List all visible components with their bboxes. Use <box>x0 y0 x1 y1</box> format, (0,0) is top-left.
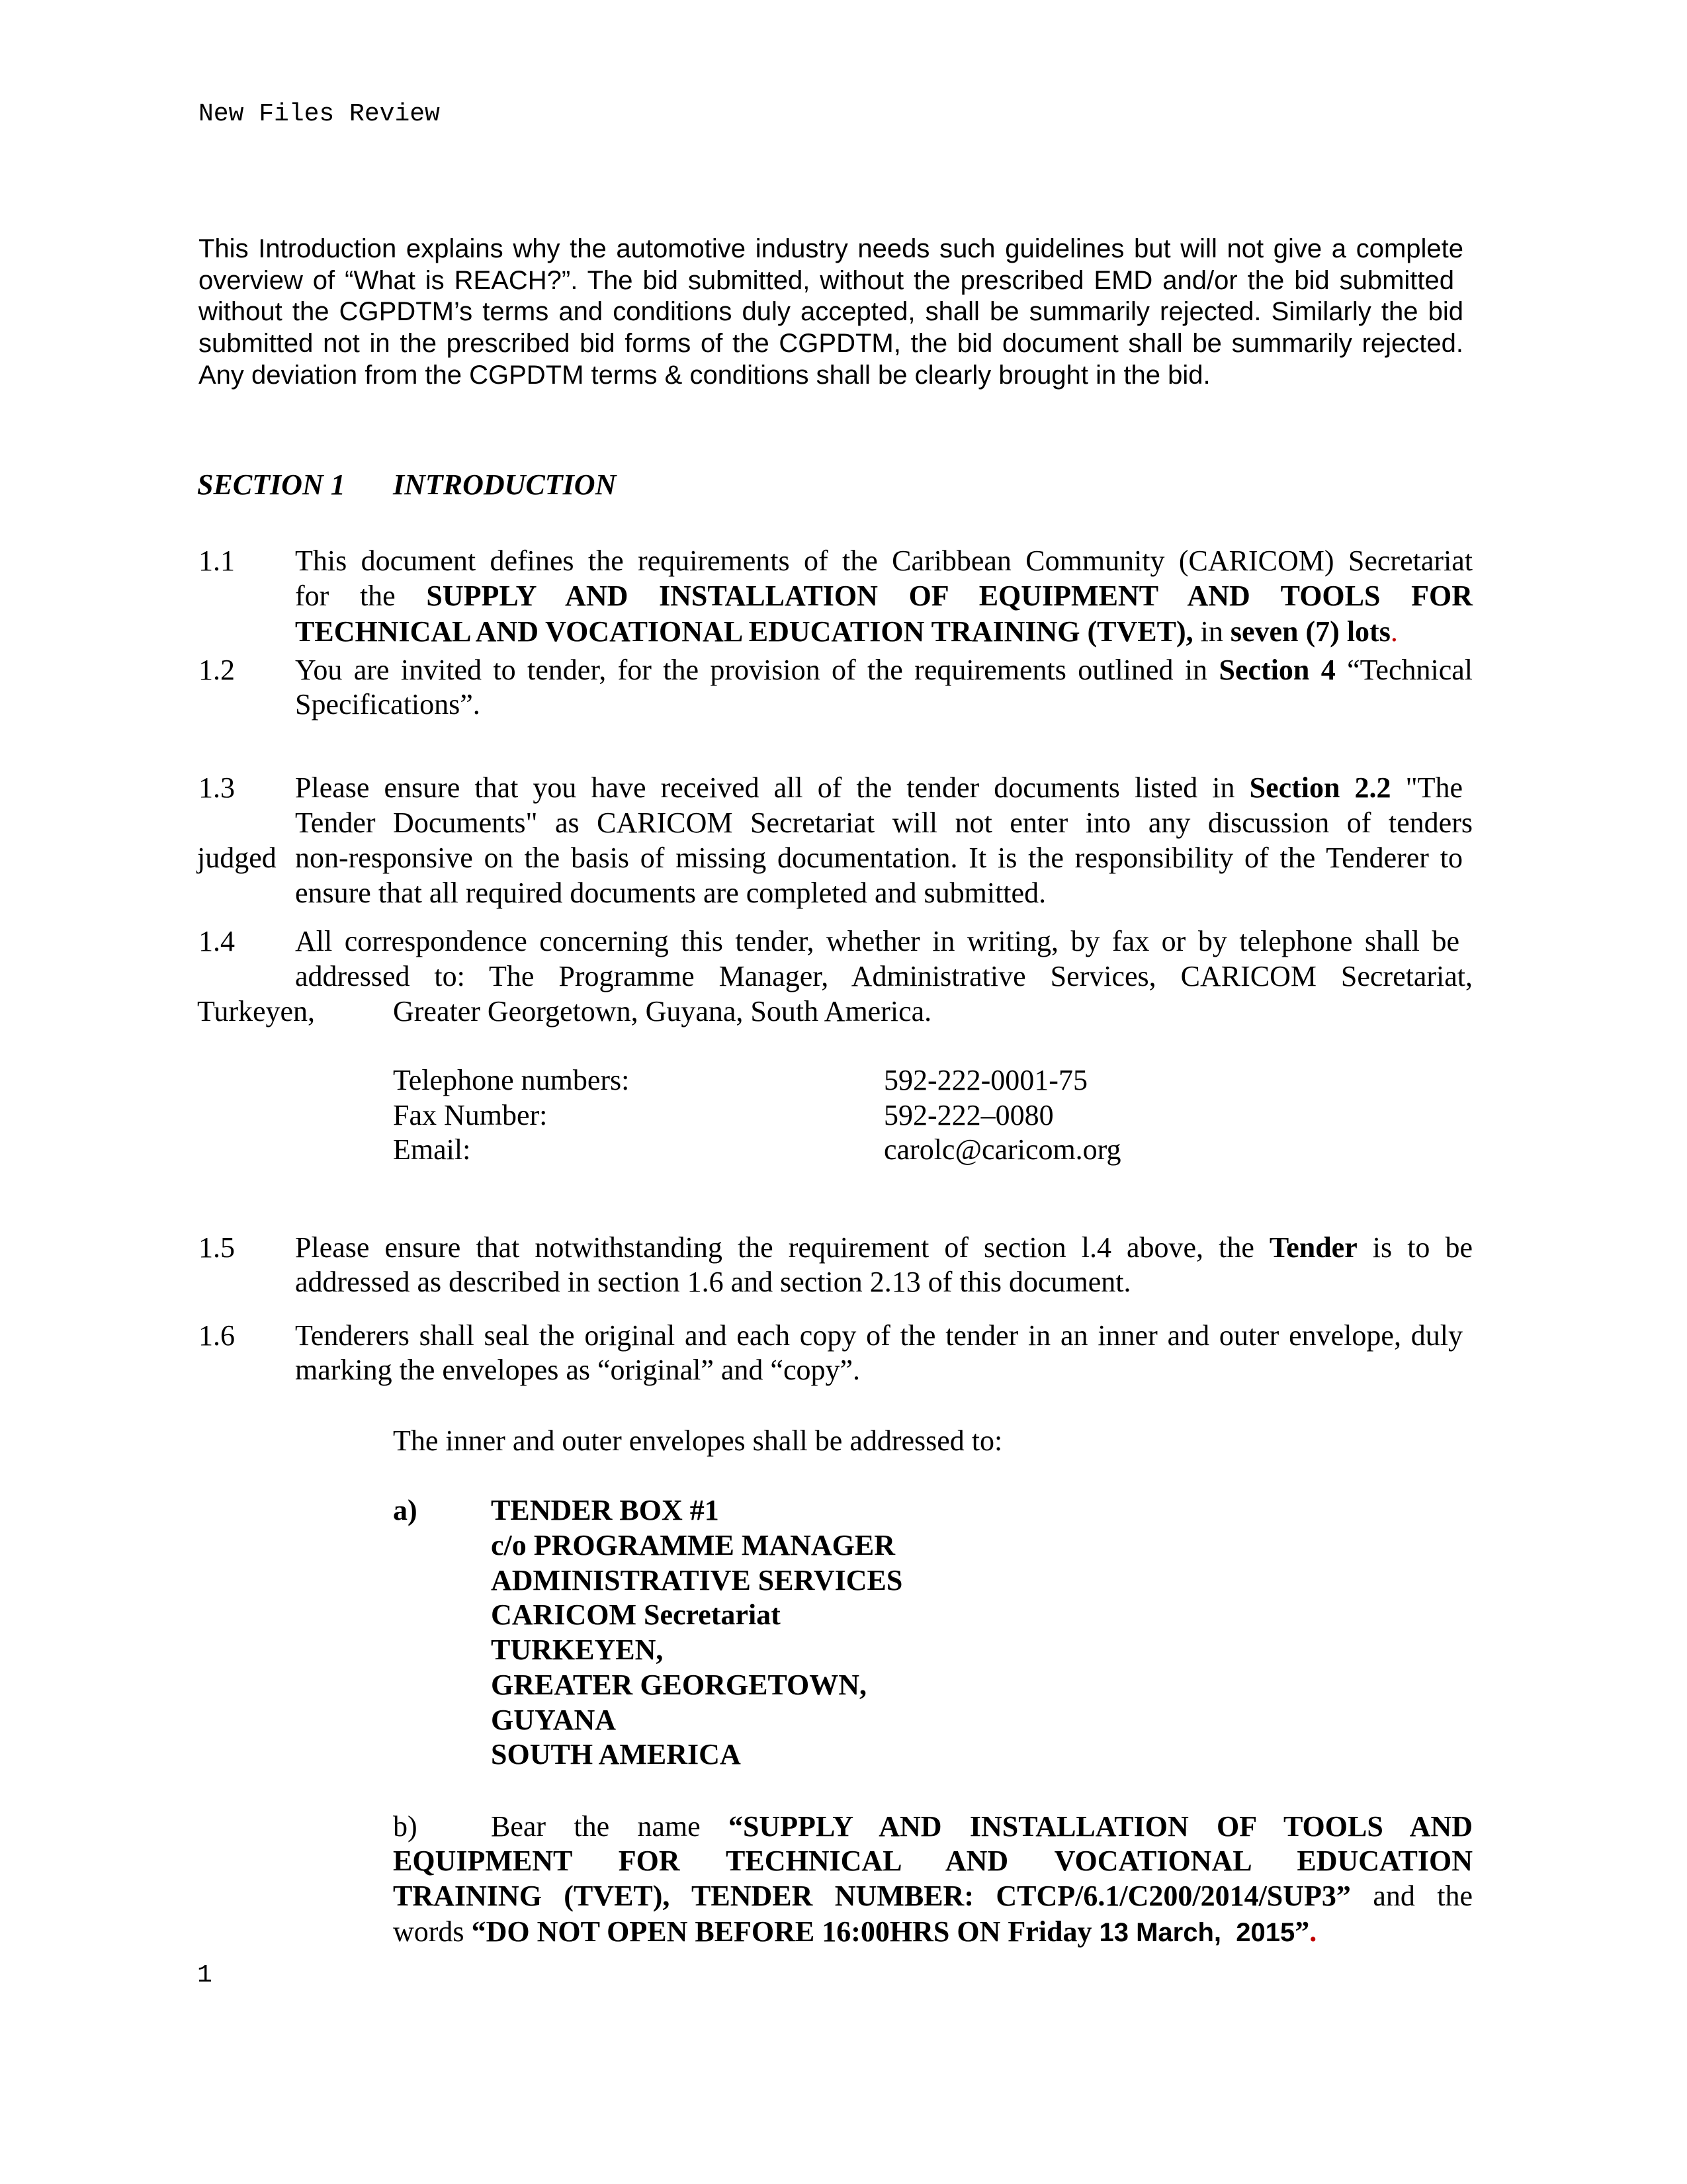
contact-value-email[interactable]: carolc@caricom.org <box>884 1133 1121 1166</box>
clause-line: This document defines the requirements of the Caribbean Community (CARICOM) Secretariat <box>295 545 1473 577</box>
address-line: GUYANA <box>491 1704 617 1736</box>
address-line: TURKEYEN, <box>491 1634 664 1666</box>
intro-line: This Introduction explains why the automotive industry needs such guidelines but will not give a complete <box>198 234 1463 263</box>
clause-number: 1.4 <box>198 925 235 957</box>
page-number: 1 <box>197 1961 212 1989</box>
clause-line: All correspondence concerning this tender, whether in writing, by fax or by telephone shall be <box>295 925 1459 957</box>
clause-line <box>295 1233 1473 1262</box>
clause-line-lead: Turkeyen, <box>197 995 316 1027</box>
item-text: and the <box>1373 1880 1473 1912</box>
contact-label-email: Email: <box>393 1133 471 1166</box>
clause-line: Greater Georgetown, Guyana, South America. <box>393 995 932 1027</box>
section-ref-bold: Section 4 <box>1219 654 1336 686</box>
address-line: ADMINISTRATIVE SERVICES <box>491 1564 903 1596</box>
tender-bold: Tender <box>1269 1231 1358 1264</box>
clause-line-lead: judged <box>197 842 277 874</box>
clause-text: Please ensure that you have received all of the tender documents listed in <box>295 771 1250 804</box>
page-header: New Files Review <box>198 100 440 128</box>
address-line: GREATER GEORGETOWN, <box>491 1669 867 1701</box>
clause-text: "The <box>1405 771 1463 804</box>
section-title: INTRODUCTION <box>393 468 617 501</box>
contact-label-fax: Fax Number: <box>393 1099 548 1131</box>
clause-text: is to be <box>1372 1231 1473 1264</box>
red-period: . <box>1309 1915 1317 1948</box>
deadline-date: 13 March, 2015 <box>1099 1918 1295 1947</box>
section-number: SECTION 1 <box>197 468 345 501</box>
clause-line: ensure that all required documents are completed and submitted. <box>295 877 1047 909</box>
lots-count-bold: seven (7) lots <box>1230 615 1391 648</box>
tender-name-bold: “SUPPLY AND INSTALLATION OF TOOLS AND <box>728 1810 1473 1843</box>
item-text: words <box>393 1915 472 1948</box>
clause-line: addressed as described in section 1.6 and section 2.13 of this document. <box>295 1266 1131 1298</box>
item-line <box>393 1882 1473 1911</box>
clause-number: 1.3 <box>198 771 235 804</box>
clause-number: 1.5 <box>198 1231 235 1264</box>
clause-number: 1.2 <box>198 654 235 686</box>
clause-text: “Technical <box>1347 654 1473 686</box>
envelopes-intro: The inner and outer envelopes shall be addressed to: <box>393 1424 1003 1457</box>
clause-line: addressed to: The Programme Manager, Administrative Services, CARICOM Secretariat, <box>295 960 1473 992</box>
clause-line <box>295 617 1398 646</box>
list-marker-b: b) <box>393 1810 417 1843</box>
clause-line <box>295 773 1463 803</box>
tender-number-bold: TRAINING (TVET), TENDER NUMBER: CTCP/6.1/C200/2014/SUP3” <box>393 1880 1351 1912</box>
clause-line: Tender Documents" as CARICOM Secretariat will not enter into any discussion of tenders <box>295 807 1473 839</box>
closing-quote: ” <box>1295 1915 1310 1948</box>
intro-line: Any deviation from the CGPDTM terms & conditions shall be clearly brought in the bid. <box>198 361 1211 390</box>
clause-line: Tenderers shall seal the original and each copy of the tender in an inner and outer envelope, duly <box>295 1319 1463 1352</box>
intro-line: submitted not in the prescribed bid forms of the CGPDTM, the bid document shall be summarily rejected. <box>198 329 1463 358</box>
contact-value-telephone: 592-222-0001-75 <box>884 1064 1088 1096</box>
do-not-open-bold: “DO NOT OPEN BEFORE 16:00HRS ON Friday <box>471 1915 1100 1948</box>
section-ref-bold: Section 2.2 <box>1249 771 1391 804</box>
clause-line <box>295 582 1473 611</box>
clause-line: Specifications”. <box>295 688 480 721</box>
clause-line: marking the envelopes as “original” and “copy”. <box>295 1354 861 1386</box>
item-line: EQUIPMENT FOR TECHNICAL AND VOCATIONAL EDUCATION <box>393 1845 1473 1877</box>
item-line <box>491 1812 1473 1841</box>
intro-line: without the CGPDTM’s terms and conditions duly accepted, shall be summarily rejected. Similarly the bid <box>198 297 1463 326</box>
clause-line <box>295 656 1473 685</box>
clause-text: for the <box>295 580 427 612</box>
list-marker-a: a) <box>393 1494 417 1526</box>
item-text: Bear the name <box>491 1810 728 1843</box>
clause-text: in <box>1193 615 1231 648</box>
item-line <box>393 1917 1317 1946</box>
clause-text: Please ensure that notwithstanding the requirement of section l.4 above, the <box>295 1231 1270 1264</box>
red-period: . <box>1390 615 1398 648</box>
address-line: CARICOM Secretariat <box>491 1598 781 1631</box>
intro-line: overview of “What is REACH?”. The bid submitted, without the prescribed EMD and/or the bid submitted <box>198 266 1454 295</box>
clause-number: 1.6 <box>198 1319 235 1352</box>
tender-title-bold: SUPPLY AND INSTALLATION OF EQUIPMENT AND TOOLS FOR <box>426 580 1473 612</box>
tender-title-bold: TECHNICAL AND VOCATIONAL EDUCATION TRAINING (TVET), <box>295 615 1193 648</box>
address-line: c/o PROGRAMME MANAGER <box>491 1529 896 1561</box>
clause-line: non-responsive on the basis of missing documentation. It is the responsibility of the Tenderer to <box>295 842 1463 874</box>
contact-value-fax: 592-222–0080 <box>884 1099 1054 1131</box>
contact-label-telephone: Telephone numbers: <box>393 1064 630 1096</box>
address-line: TENDER BOX #1 <box>491 1494 719 1526</box>
clause-text: You are invited to tender, for the provision of the requirements outlined in <box>295 654 1219 686</box>
clause-number: 1.1 <box>198 545 235 577</box>
address-line: SOUTH AMERICA <box>491 1738 741 1770</box>
